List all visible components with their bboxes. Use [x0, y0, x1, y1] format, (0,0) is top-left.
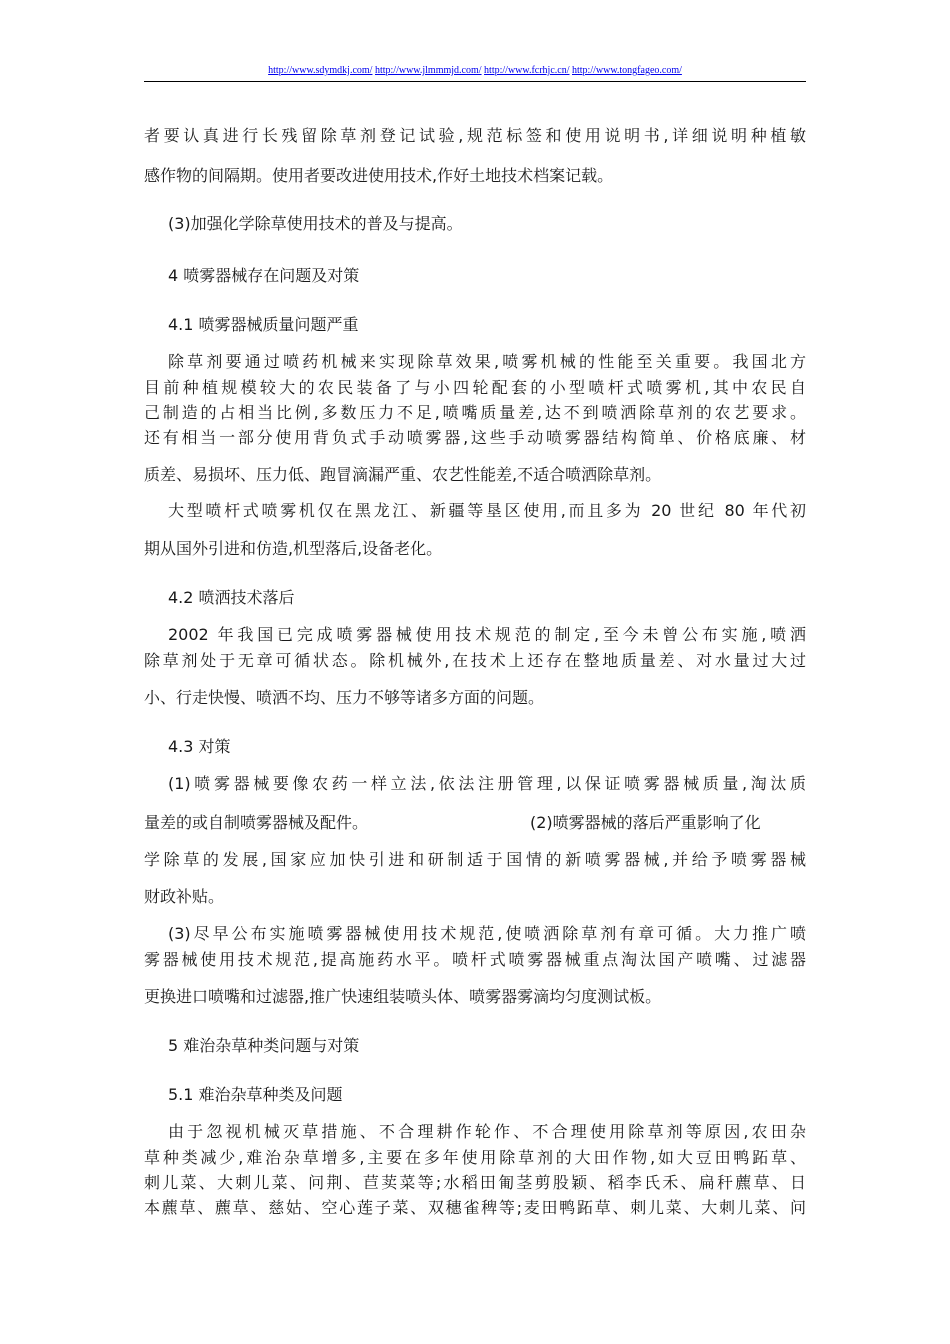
text-line: 除草剂处于无章可循状态。除机械外,在技术上还存在整地质量差、对水量过大过 — [144, 651, 806, 670]
section-heading: 4 喷雾器械存在问题及对策 — [168, 266, 360, 285]
header-link-4[interactable]: http://www.tongfageo.com/ — [572, 65, 682, 76]
header-link-3[interactable]: http://www.fcrhjc.cn/ — [484, 65, 570, 76]
text-line: 刺儿菜、大刺儿菜、问荆、苣荬菜等;水稻田匍茎剪股颖、稻李氏禾、扁秆藨草、日 — [144, 1173, 806, 1192]
text-line: (2)喷雾器械的落后严重影响了化 — [530, 813, 761, 832]
text-line: 2002 年我国已完成喷雾器械使用技术规范的制定,至今未曾公布实施,喷洒 — [168, 625, 806, 644]
text-line: 己制造的占相当比例,多数压力不足,喷嘴质量差,达不到喷洒除草剂的农艺要求。 — [144, 403, 806, 422]
text-line: 还有相当一部分使用背负式手动喷雾器,这些手动喷雾器结构简单、价格底廉、材 — [144, 428, 806, 447]
text-line: 感作物的间隔期。使用者要改进使用技术,作好土地技术档案记载。 — [144, 166, 614, 185]
text-line: 除草剂要通过喷药机械来实现除草效果,喷雾机械的性能至关重要。我国北方 — [168, 352, 806, 371]
subsection-heading: 5.1 难治杂草种类及问题 — [168, 1085, 343, 1104]
text-line: (1)喷雾器械要像农药一样立法,依法注册管理,以保证喷雾器械质量,淘汰质 — [168, 774, 806, 793]
text-line: 更换进口喷嘴和过滤器,推广快速组装喷头体、喷雾器雾滴均匀度测试板。 — [144, 987, 662, 1006]
text-line: 草种类减少,难治杂草增多,主要在多年使用除草剂的大田作物,如大豆田鸭跖草、 — [144, 1148, 806, 1167]
text-line: 目前种植规模较大的农民装备了与小四轮配套的小型喷杆式喷雾机,其中农民自 — [144, 378, 806, 397]
text-line: 者要认真进行长残留除草剂登记试验,规范标签和使用说明书,详细说明种植敏 — [144, 126, 806, 145]
text-line: 小、行走快慢、喷洒不均、压力不够等诸多方面的问题。 — [144, 688, 545, 707]
text-line: 学除草的发展,国家应加快引进和研制适于国情的新喷雾器械,并给予喷雾器械 — [144, 850, 806, 869]
text-line: 大型喷杆式喷雾机仅在黑龙江、新疆等垦区使用,而且多为 20 世纪 80 年代初 — [168, 501, 806, 520]
text-line: 本藨草、藨草、慈姑、空心莲子菜、双穗雀稗等;麦田鸭跖草、刺儿菜、大刺儿菜、问 — [144, 1198, 806, 1217]
subsection-heading: 4.1 喷雾器械质量问题严重 — [168, 315, 359, 334]
subsection-heading: 4.3 对策 — [168, 737, 231, 756]
subsection-heading: 4.2 喷洒技术落后 — [168, 588, 295, 607]
list-item: (3)加强化学除草使用技术的普及与提高。 — [168, 214, 463, 233]
text-line: 量差的或自制喷雾器械及配件。 — [144, 813, 369, 832]
header-link-2[interactable]: http://www.jlmmmjd.com/ — [374, 65, 482, 76]
text-line: 雾器械使用技术规范,提高施药水平。喷杆式喷雾器械重点淘汰国产喷嘴、过滤器 — [144, 950, 806, 969]
text-line: 质差、易损坏、压力低、跑冒滴漏严重、农艺性能差,不适合喷洒除草剂。 — [144, 465, 662, 484]
text-line: 由于忽视机械灭草措施、不合理耕作轮作、不合理使用除草剂等原因,农田杂 — [168, 1122, 806, 1141]
text-line: 期从国外引进和仿造,机型落后,设备老化。 — [144, 539, 443, 558]
section-heading: 5 难治杂草种类问题与对策 — [168, 1036, 360, 1055]
text-line: (3)尽早公布实施喷雾器械使用技术规范,使喷洒除草剂有章可循。大力推广喷 — [168, 924, 806, 943]
header-link-1[interactable]: http://www.sdymdkj.com/ — [268, 65, 373, 76]
text-line: 财政补贴。 — [144, 887, 225, 906]
page-header — [144, 64, 806, 82]
